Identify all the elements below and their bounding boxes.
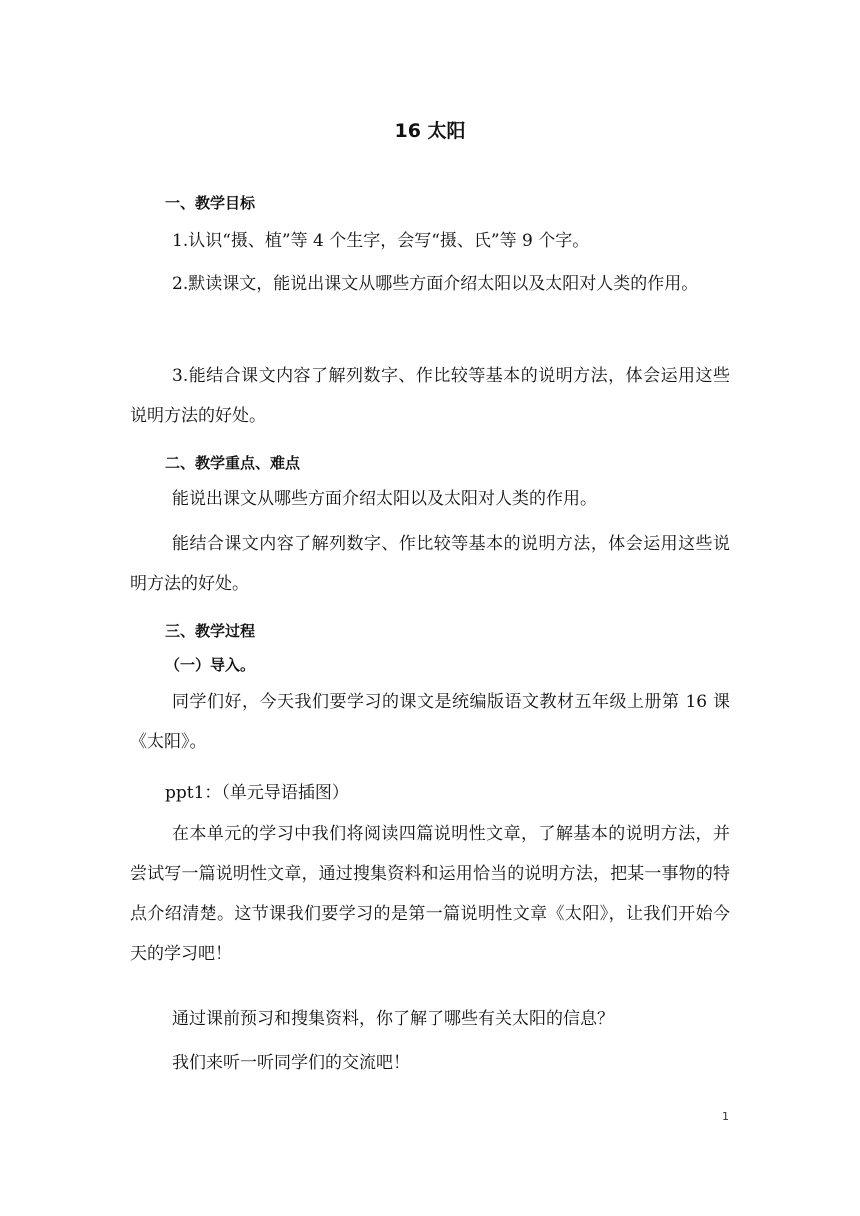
ppt-line: ppt1：（单元导语插图） xyxy=(165,783,349,803)
process-paragraph-1: 同学们好，今天我们要学习的课文是统编版语文教材五年级上册第 16 课《太阳》。 xyxy=(130,692,730,752)
key-point-1: 能说出课文从哪些方面介绍太阳以及太阳对人类的作用。 xyxy=(172,489,597,509)
section-heading-key-points: 二、教学重点、难点 xyxy=(165,454,301,472)
process-paragraph-2: 在本单元的学习中我们将阅读四篇说明性文章，了解基本的说明方法，并尝试写一篇说明性文章，通过搜集资料和运用恰当的说明方法，把某一事物的特点介绍清楚。这节课我们要学习的是第一篇说明性文章《太阳》，让我们开始今天的学习吧！ xyxy=(130,824,730,964)
objective-item-3: 3.能结合课文内容了解列数字、作比较等基本的说明方法，体会运用这些说明方法的好处。 xyxy=(130,366,730,426)
section-heading-process: 三、教学过程 xyxy=(165,622,256,640)
page-title: 16 太阳 xyxy=(394,120,466,142)
section-heading-objectives: 一、教学目标 xyxy=(165,194,256,212)
process-paragraph-3: 通过课前预习和搜集资料，你了解了哪些有关太阳的信息？ xyxy=(172,1009,614,1029)
key-point-2: 能结合课文内容了解列数字、作比较等基本的说明方法，体会运用这些说明方法的好处。 xyxy=(130,534,730,594)
objective-item-1: 1.认识“摄、植”等 4 个生字，会写“摄、氏”等 9 个字。 xyxy=(172,231,590,251)
process-paragraph-4: 我们来听一听同学们的交流吧！ xyxy=(172,1053,410,1073)
objective-item-2: 2.默读课文，能说出课文从哪些方面介绍太阳以及太阳对人类的作用。 xyxy=(172,274,699,294)
subheading-introduction: （一）导入。 xyxy=(165,656,256,674)
page-number: 1 xyxy=(722,1110,729,1123)
